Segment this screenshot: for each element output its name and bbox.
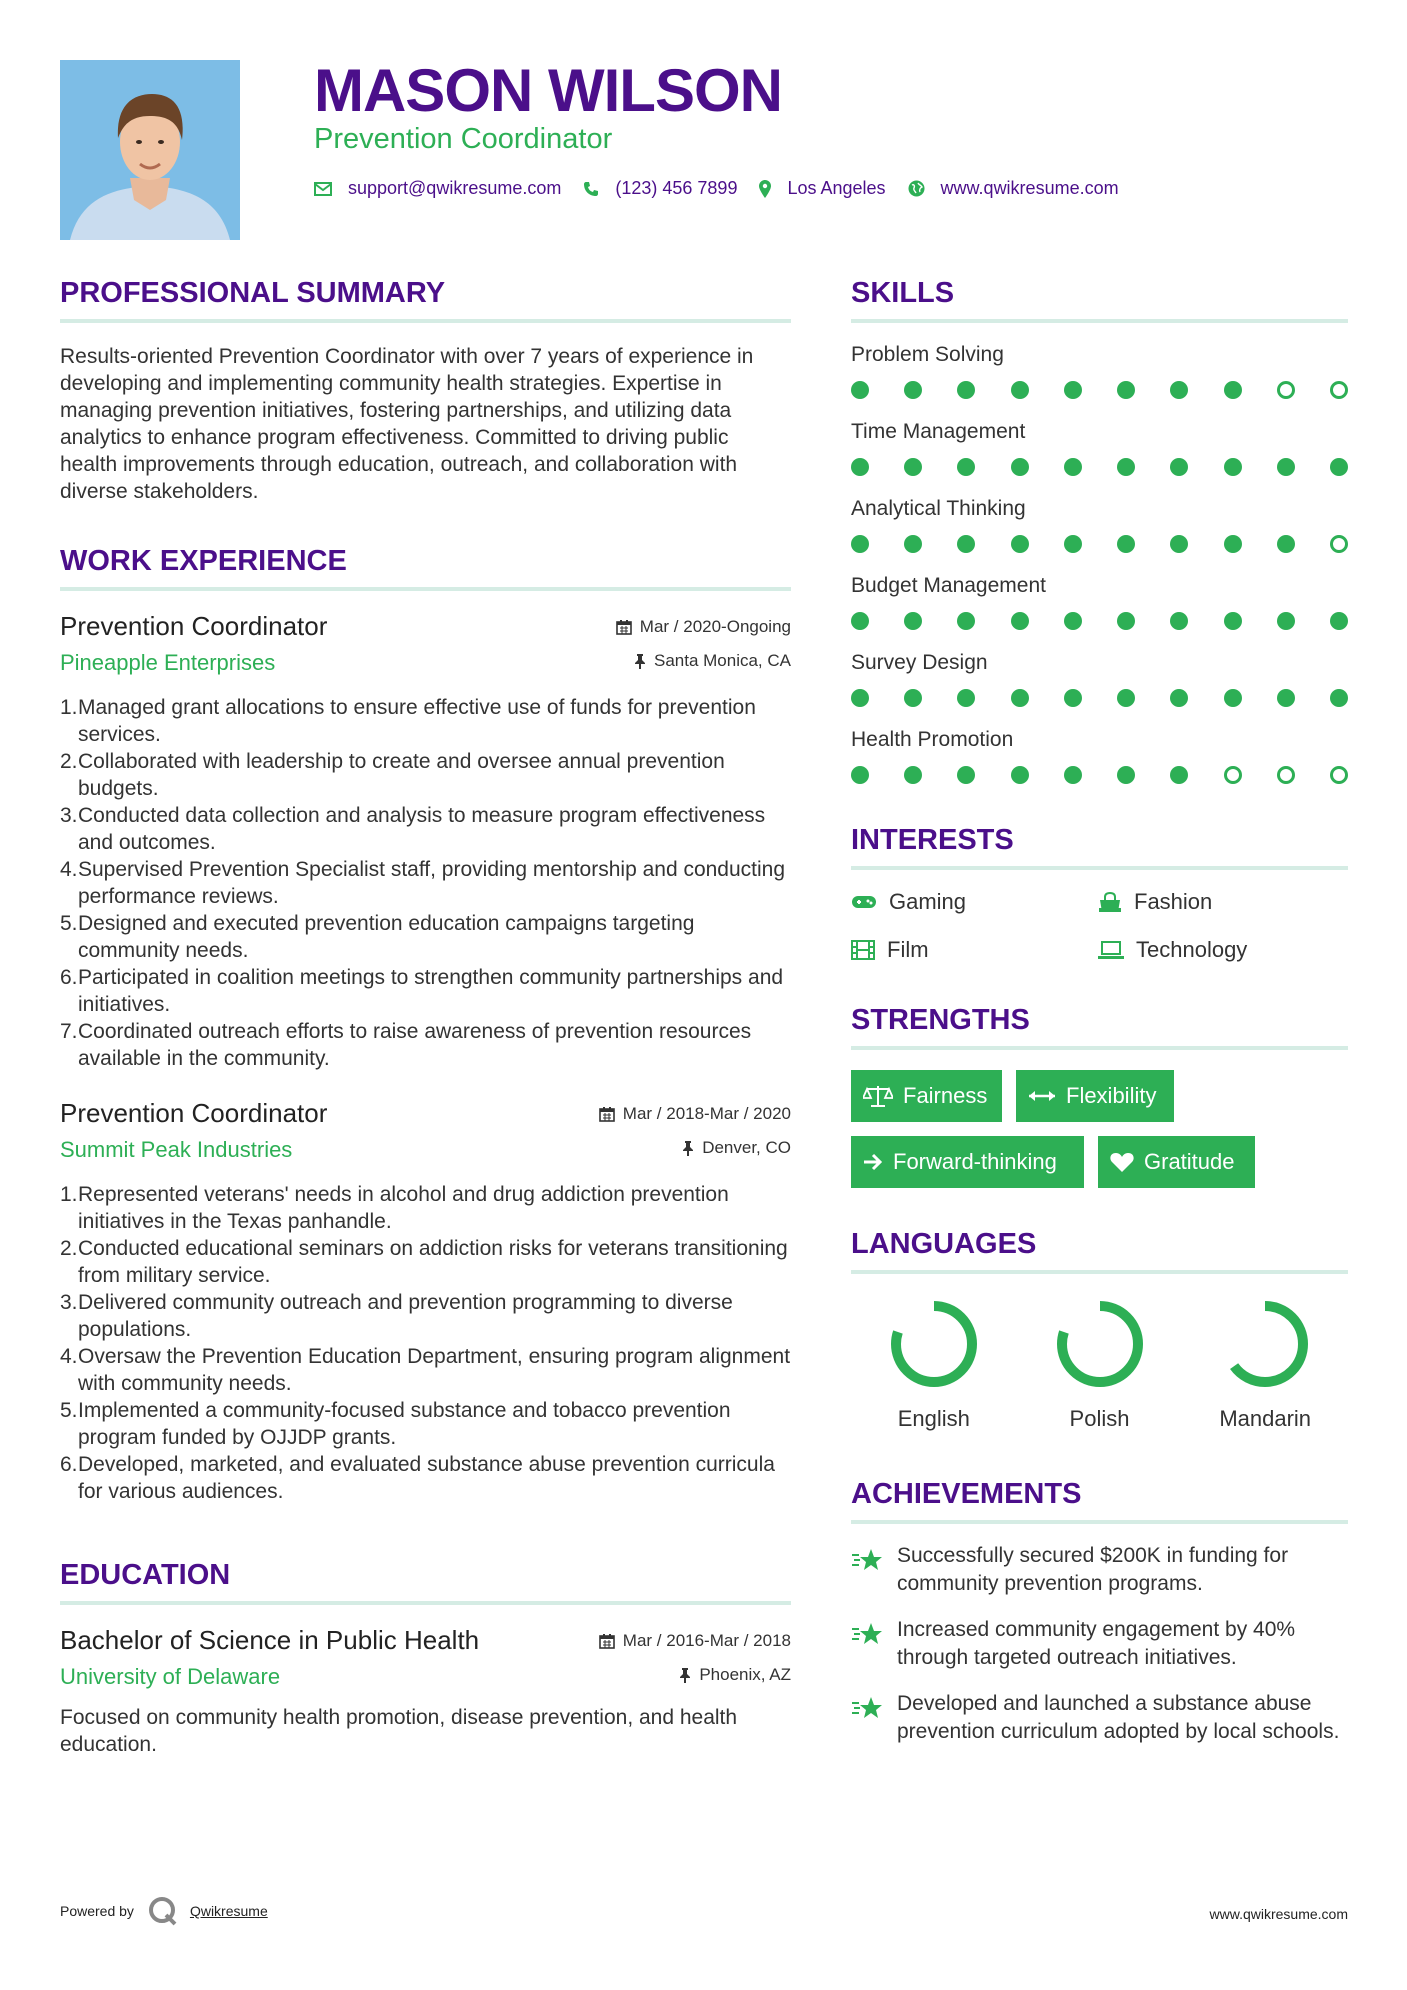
interests-section: [851, 822, 1348, 962]
strength-tag: Forward-thinking: [851, 1136, 1084, 1188]
languages-list: [851, 1296, 1348, 1432]
language-name: Polish: [1069, 1406, 1130, 1431]
contact-location: [759, 178, 885, 199]
language-proficiency-ring: [886, 1296, 982, 1392]
list-item: 4. Supervised Prevention Specialist staff, providing mentorship and conducting performance reviews.: [60, 858, 786, 908]
job-location: Denver, CO: [702, 1138, 791, 1157]
pushpin-icon: [682, 1140, 694, 1156]
education-entry: [60, 1625, 791, 1758]
rating-dot-filled: [1170, 381, 1188, 399]
qwikresume-logo-icon: [148, 1896, 178, 1926]
pushpin-icon: [679, 1667, 691, 1683]
calendar-icon: [599, 1633, 615, 1649]
language-name: Mandarin: [1219, 1406, 1312, 1431]
strength-tag: Fairness: [851, 1070, 1002, 1122]
job-bullets: [60, 694, 791, 1072]
rating-dot-filled: [1330, 612, 1348, 630]
skill-rating: [851, 535, 1348, 553]
experience-heading: WORK EXPERIENCE: [60, 545, 347, 577]
list-item: 6. Developed, marketed, and evaluated substance abuse prevention curricula for various audiences.: [60, 1453, 775, 1503]
contact-website-text: www.qwikresume.com: [940, 178, 1119, 198]
experience-section: [60, 543, 791, 1505]
language-arc: [1062, 1306, 1138, 1382]
rating-dot-filled: [851, 612, 869, 630]
section-divider: [851, 319, 1348, 323]
rating-dot-filled: [1224, 458, 1242, 476]
achievements-section: [851, 1476, 1348, 1746]
rating-dot-filled: [1117, 689, 1135, 707]
skill-item: [851, 420, 1348, 476]
interests-heading: INTERESTS: [851, 824, 1014, 856]
rating-dot-filled: [851, 689, 869, 707]
education-description: Focused on community health promotion, disease prevention, and health education.: [60, 1706, 738, 1756]
skills-section: [851, 275, 1348, 784]
rating-dot-filled: [904, 535, 922, 553]
rating-dot-filled: [904, 766, 922, 784]
balance-scale-icon: [863, 1084, 893, 1108]
list-item: 5. Implemented a community-focused substance and tobacco prevention program funded by OJJDP grants.: [60, 1399, 731, 1449]
heart-icon: [1110, 1152, 1134, 1172]
skill-name: Time Management: [851, 420, 1026, 443]
language-item: [1017, 1296, 1183, 1432]
rating-dot-filled: [957, 612, 975, 630]
contact-email-text: support@qwikresume.com: [348, 178, 562, 198]
interest-item: Film: [851, 938, 1098, 962]
arrow-right-icon: [863, 1153, 883, 1171]
list-item: 7. Coordinated outreach efforts to raise awareness of prevention resources available in the community.: [60, 1020, 752, 1070]
left-column: [60, 275, 791, 1758]
rating-dot-filled: [1064, 766, 1082, 784]
rating-dot-filled: [851, 458, 869, 476]
summary-text: Results-oriented Prevention Coordinator with over 7 years of experience in developing and implementing community health strategies. Expertise in managing prevention initiatives, fostering partnerships, and utilizing data analytics to enhance program effectiveness. Committed to driving public health improvements through education, outreach, and collaboration with diverse stakeholders.: [60, 345, 754, 503]
rating-dot-filled: [1117, 535, 1135, 553]
strengths-tags: [851, 1070, 1348, 1188]
job-entry: [60, 611, 791, 1072]
skill-item: [851, 728, 1348, 784]
rating-dot-filled: [957, 766, 975, 784]
rating-dot-filled: [851, 381, 869, 399]
phone-icon: [583, 181, 599, 197]
footer-powered-by: [60, 1896, 268, 1926]
list-item: 2. Conducted educational seminars on addiction risks for veterans transitioning from military service.: [60, 1237, 788, 1287]
language-proficiency-ring: [1217, 1296, 1313, 1392]
skills-heading: SKILLS: [851, 277, 955, 309]
rating-dot-filled: [957, 381, 975, 399]
skill-name: Budget Management: [851, 574, 1046, 597]
list-item: 4. Oversaw the Prevention Education Department, ensuring program alignment with community needs.: [60, 1345, 791, 1395]
calendar-icon: [616, 619, 632, 635]
rating-dot-filled: [1117, 458, 1135, 476]
trophy-star-icon: [851, 1546, 885, 1574]
map-pin-icon: [759, 180, 771, 198]
education-location: Phoenix, AZ: [699, 1665, 791, 1684]
contact-bar: [314, 178, 1141, 199]
rating-dot-filled: [1117, 381, 1135, 399]
skills-list: [851, 343, 1348, 784]
laptop-icon: [1098, 941, 1124, 959]
person-portrait-icon: [60, 60, 240, 240]
rating-dot-filled: [957, 689, 975, 707]
footer-website[interactable]: www.qwikresume.com: [1209, 1906, 1348, 1922]
rating-dot-empty: [1330, 535, 1348, 553]
job-entry: [60, 1098, 791, 1505]
gamepad-icon: [851, 894, 877, 910]
education-section: [60, 1557, 791, 1758]
achievement-item: Developed and launched a substance abuse prevention curriculum adopted by local schools.: [851, 1690, 1348, 1746]
skill-item: [851, 497, 1348, 553]
strength-tag: Flexibility: [1016, 1070, 1174, 1122]
rating-dot-filled: [1277, 689, 1295, 707]
education-meta: [599, 1631, 791, 1685]
job-location: Santa Monica, CA: [653, 651, 791, 670]
contact-website[interactable]: [908, 178, 1119, 199]
rating-dot-filled: [1064, 458, 1082, 476]
rating-dot-filled: [1117, 766, 1135, 784]
job-company: Summit Peak Industries: [60, 1137, 293, 1162]
interest-item: Technology: [1098, 938, 1345, 962]
list-item: 1. Managed grant allocations to ensure effective use of funds for prevention services.: [60, 696, 756, 746]
rating-dot-filled: [1224, 689, 1242, 707]
rating-dot-filled: [904, 612, 922, 630]
achievement-item: Increased community engagement by 40% through targeted outreach initiatives.: [851, 1616, 1348, 1672]
summary-section: [60, 275, 791, 505]
rating-dot-filled: [957, 458, 975, 476]
language-arc: [1227, 1306, 1303, 1382]
rating-dot-filled: [1011, 535, 1029, 553]
skill-name: Analytical Thinking: [851, 497, 1026, 520]
rating-dot-filled: [1170, 612, 1188, 630]
summary-heading: PROFESSIONAL SUMMARY: [60, 277, 446, 309]
job-title: Prevention Coordinator: [60, 611, 328, 641]
rating-dot-filled: [1277, 535, 1295, 553]
languages-section: [851, 1226, 1348, 1432]
language-name: English: [897, 1406, 970, 1431]
school-name: University of Delaware: [60, 1664, 281, 1689]
rating-dot-filled: [1064, 535, 1082, 553]
rating-dot-empty: [1224, 766, 1242, 784]
interest-item: Gaming: [851, 890, 1098, 914]
skill-rating: [851, 612, 1348, 630]
job-meta: [616, 617, 791, 671]
rating-dot-empty: [1277, 381, 1295, 399]
education-heading: EDUCATION: [60, 1559, 231, 1591]
trophy-star-icon: [851, 1620, 885, 1648]
skill-rating: [851, 458, 1348, 476]
rating-dot-filled: [904, 381, 922, 399]
interest-item: Fashion: [1098, 890, 1345, 914]
contact-phone[interactable]: [583, 178, 737, 199]
skill-item: [851, 651, 1348, 707]
section-divider: [60, 319, 791, 323]
section-divider: [851, 1046, 1348, 1050]
skill-item: [851, 574, 1348, 630]
section-divider: [851, 866, 1348, 870]
skill-rating: [851, 381, 1348, 399]
contact-location-text: Los Angeles: [787, 178, 886, 198]
list-item: 3. Conducted data collection and analysis to measure program effectiveness and outcomes.: [60, 804, 766, 854]
strength-tag: Gratitude: [1098, 1136, 1255, 1188]
rating-dot-filled: [851, 766, 869, 784]
section-divider: [60, 1601, 791, 1605]
skill-rating: [851, 689, 1348, 707]
rating-dot-filled: [1330, 689, 1348, 707]
job-company: Pineapple Enterprises: [60, 650, 276, 675]
rating-dot-filled: [1064, 612, 1082, 630]
list-item: 3. Delivered community outreach and prevention programming to diverse populations.: [60, 1291, 733, 1341]
rating-dot-filled: [1011, 381, 1029, 399]
list-item: 6. Participated in coalition meetings to strengthen community partnerships and initiatives.: [60, 966, 784, 1016]
list-item: 1. Represented veterans' needs in alcohol and drug addiction prevention initiatives in the Texas panhandle.: [60, 1183, 729, 1233]
interests-grid: [851, 890, 1348, 962]
degree-title: Bachelor of Science in Public Health: [60, 1625, 480, 1655]
rating-dot-filled: [1011, 612, 1029, 630]
language-item: [851, 1296, 1017, 1432]
candidate-title: Prevention Coordinator: [314, 123, 613, 155]
calendar-icon: [599, 1106, 615, 1122]
job-bullets: [60, 1181, 791, 1505]
rating-dot-empty: [1330, 381, 1348, 399]
section-divider: [851, 1520, 1348, 1524]
rating-dot-filled: [1011, 689, 1029, 707]
rating-dot-filled: [1011, 458, 1029, 476]
rating-dot-filled: [1170, 458, 1188, 476]
strengths-heading: STRENGTHS: [851, 1004, 1030, 1036]
job-dates: Mar / 2018-Mar / 2020: [622, 1104, 791, 1123]
rating-dot-filled: [904, 458, 922, 476]
rating-dot-filled: [904, 689, 922, 707]
skill-name: Survey Design: [851, 651, 988, 674]
education-dates: Mar / 2016-Mar / 2018: [622, 1631, 791, 1650]
list-item: 2. Collaborated with leadership to create and oversee annual prevention budgets.: [60, 750, 725, 800]
globe-icon: [908, 180, 925, 197]
rating-dot-empty: [1330, 766, 1348, 784]
rating-dot-filled: [1277, 612, 1295, 630]
job-dates: Mar / 2020-Ongoing: [639, 617, 791, 636]
pushpin-icon: [634, 653, 646, 669]
rating-dot-filled: [1170, 689, 1188, 707]
horizontal-arrows-icon: [1028, 1089, 1056, 1103]
job-title: Prevention Coordinator: [60, 1098, 328, 1128]
right-column: [851, 275, 1348, 1746]
envelope-icon: [314, 182, 332, 196]
rating-dot-filled: [1224, 612, 1242, 630]
rating-dot-filled: [957, 535, 975, 553]
language-arc: [896, 1306, 972, 1382]
rating-dot-filled: [1170, 766, 1188, 784]
skill-item: [851, 343, 1348, 399]
list-item: 5. Designed and executed prevention education campaigns targeting community needs.: [60, 912, 695, 962]
language-proficiency-ring: [1052, 1296, 1148, 1392]
rating-dot-filled: [1277, 458, 1295, 476]
section-divider: [60, 587, 791, 591]
powered-by-text: Powered by: [60, 1903, 134, 1919]
rating-dot-filled: [1064, 381, 1082, 399]
contact-phone-text: (123) 456 7899: [615, 178, 738, 198]
achievements-heading: ACHIEVEMENTS: [851, 1478, 1082, 1510]
achievement-item: Successfully secured $200K in funding for community prevention programs.: [851, 1542, 1348, 1598]
profile-photo: [60, 60, 240, 240]
rating-dot-filled: [851, 535, 869, 553]
rating-dot-filled: [1011, 766, 1029, 784]
film-icon: [851, 940, 875, 960]
strengths-section: [851, 1002, 1348, 1188]
section-divider: [851, 1270, 1348, 1274]
trophy-star-icon: [851, 1694, 885, 1722]
skill-rating: [851, 766, 1348, 784]
rating-dot-filled: [1330, 458, 1348, 476]
candidate-name: MASON WILSON: [314, 57, 782, 124]
rating-dot-filled: [1224, 535, 1242, 553]
qwikresume-link[interactable]: Qwikresume: [189, 1903, 268, 1919]
job-meta: [599, 1104, 791, 1158]
contact-email[interactable]: [314, 178, 561, 199]
rating-dot-filled: [1224, 381, 1242, 399]
rating-dot-empty: [1277, 766, 1295, 784]
shopping-bag-icon: [1098, 892, 1122, 912]
language-item: [1182, 1296, 1348, 1432]
skill-name: Health Promotion: [851, 728, 1014, 751]
skill-name: Problem Solving: [851, 343, 1004, 366]
rating-dot-filled: [1170, 535, 1188, 553]
rating-dot-filled: [1064, 689, 1082, 707]
languages-heading: LANGUAGES: [851, 1228, 1037, 1260]
rating-dot-filled: [1117, 612, 1135, 630]
